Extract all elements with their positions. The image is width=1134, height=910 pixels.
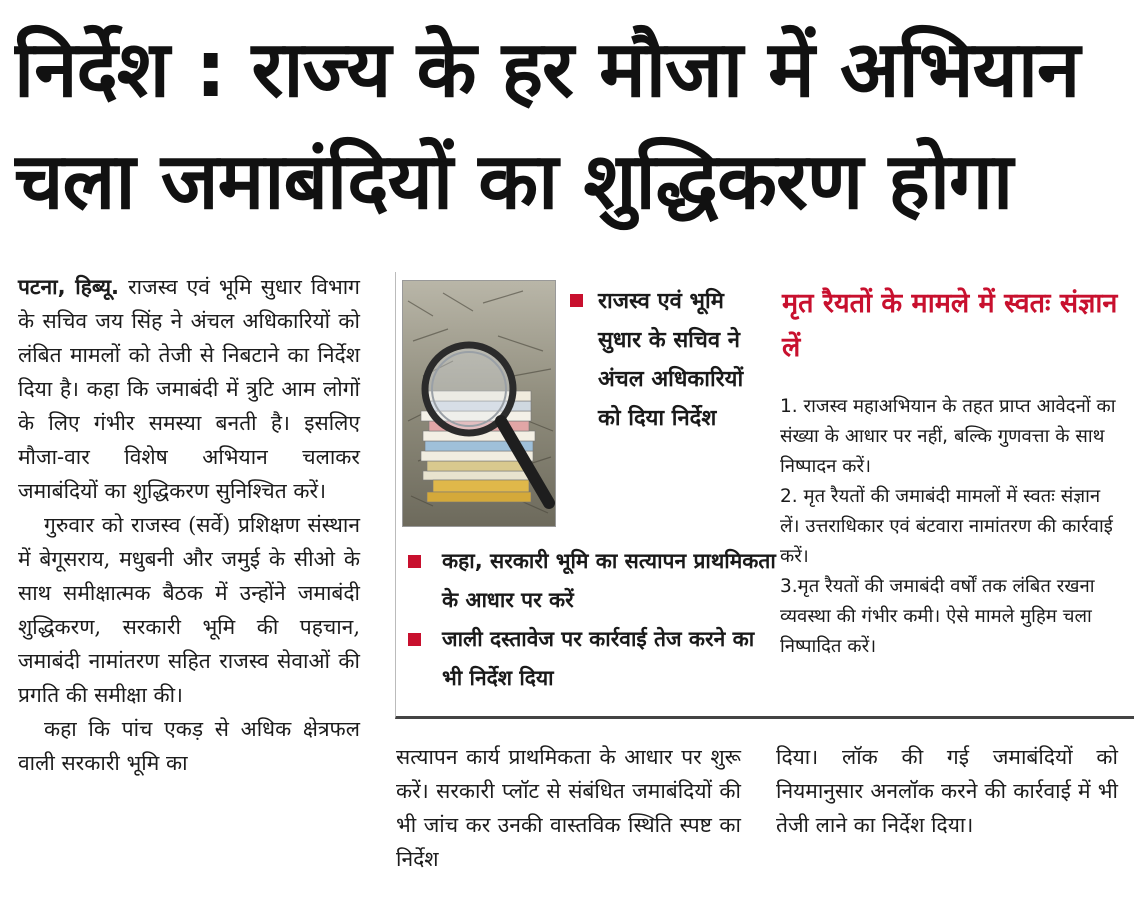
sidebar-heading: मृत रैयतों के मामले में स्वतः संज्ञान लें — [782, 288, 1118, 363]
article-paragraph-2: गुरुवार को राजस्व (सर्वे) प्रशिक्षण संस्थान में बेगूसराय, मधुबनी और जमुई के सीओ के साथ समीक्षात्मक बैठक में उन्होंने जमाबंदी शुद्धिकरण, सरकारी भूमि की पहचान, जमाबंदी नामांतरण सहित राजस्व सेवाओं की प्रगति की समीक्षा की। — [18, 513, 360, 707]
highlight-bottom-item-1 — [406, 542, 776, 620]
highlight-bottom-text-2: जाली दस्तावेज पर कार्रवाई तेज करने का भी निर्देश दिया — [442, 627, 755, 690]
article-column-right — [776, 740, 1118, 842]
highlight-bottom-text-1: कहा, सरकारी भूमि का सत्यापन प्राथमिकता के आधार पर करें — [442, 549, 776, 612]
article-paragraph-1 — [18, 270, 360, 508]
dateline: पटना, हिब्यू. — [18, 275, 120, 299]
headline — [14, 14, 1124, 238]
square-bullet-icon — [408, 555, 421, 568]
highlight-top-text: राजस्व एवं भूमि सुधार के सचिव ने अंचल अधिकारियों को दिया निर्देश — [598, 289, 744, 431]
highlight-bottom-item-2 — [406, 620, 776, 698]
sidebar-list — [780, 392, 1124, 662]
article-paragraph-5: दिया। लॉक की गई जमाबंदियों को नियमानुसार अनलॉक करने की कार्रवाई में भी तेजी लाने का निर्देश दिया। — [776, 745, 1118, 837]
sidebar-item-2: 2. मृत रैयतों की जमाबंदी मामलों में स्वतः संज्ञान लें। उत्तराधिकार एवं बंटवारा नामांतरण की कार्रवाई करें। — [780, 486, 1113, 567]
headline-line-2: चला जमाबंदियों का शुद्धिकरण होगा — [14, 137, 1013, 227]
article-column-middle — [396, 740, 741, 876]
highlight-top-item — [568, 282, 758, 438]
sidebar-item-1: 1. राजस्व महाअभियान के तहत प्राप्त आवेदनों का संख्या के आधार पर नहीं, बल्कि गुणवत्ता के साथ निष्पादन करें। — [780, 396, 1116, 477]
article-paragraph-4: सत्यापन कार्य प्राथमिकता के आधार पर शुरू करें। सरकारी प्लॉट से संबंधित जमाबंदियों की भी जांच कर उनकी वास्तविक स्थिति स्पष्ट का निर्देश — [396, 745, 741, 871]
article-column-left — [18, 270, 360, 780]
sidebar-item-3: 3.मृत रैयतों की जमाबंदी वर्षों तक लंबित रखना व्यवस्था की गंभीर कमी। ऐसे मामले मुहिम चला निष्पादित करें। — [780, 576, 1095, 657]
magnifier-over-files-icon — [403, 281, 555, 526]
headline-line-1: निर्देश : राज्य के हर मौजा में अभियान — [14, 25, 1080, 115]
article-paragraph-3: कहा कि पांच एकड़ से अधिक क्षेत्रफल वाली सरकारी भूमि का — [18, 717, 360, 775]
article-paragraph-1-text: राजस्व एवं भूमि सुधार विभाग के सचिव जय सिंह ने अंचल अधिकारियों को लंबित मामलों को तेजी से निबटाने का निर्देश दिया है। कहा कि जमाबंदी में त्रुटि आम लोगों के लिए गंभीर समस्या बनती है। इसलिए मौजा-वार विशेष अभियान चलाकर जमाबंदियों का शुद्धिकरण सुनिश्चित करें। — [18, 275, 361, 503]
square-bullet-icon — [408, 633, 421, 646]
square-bullet-icon — [570, 294, 583, 307]
highlight-bottom-list — [406, 542, 776, 698]
highlight-top — [568, 282, 758, 438]
highlight-box — [395, 272, 1134, 719]
photo-magnifier-files — [402, 280, 556, 527]
